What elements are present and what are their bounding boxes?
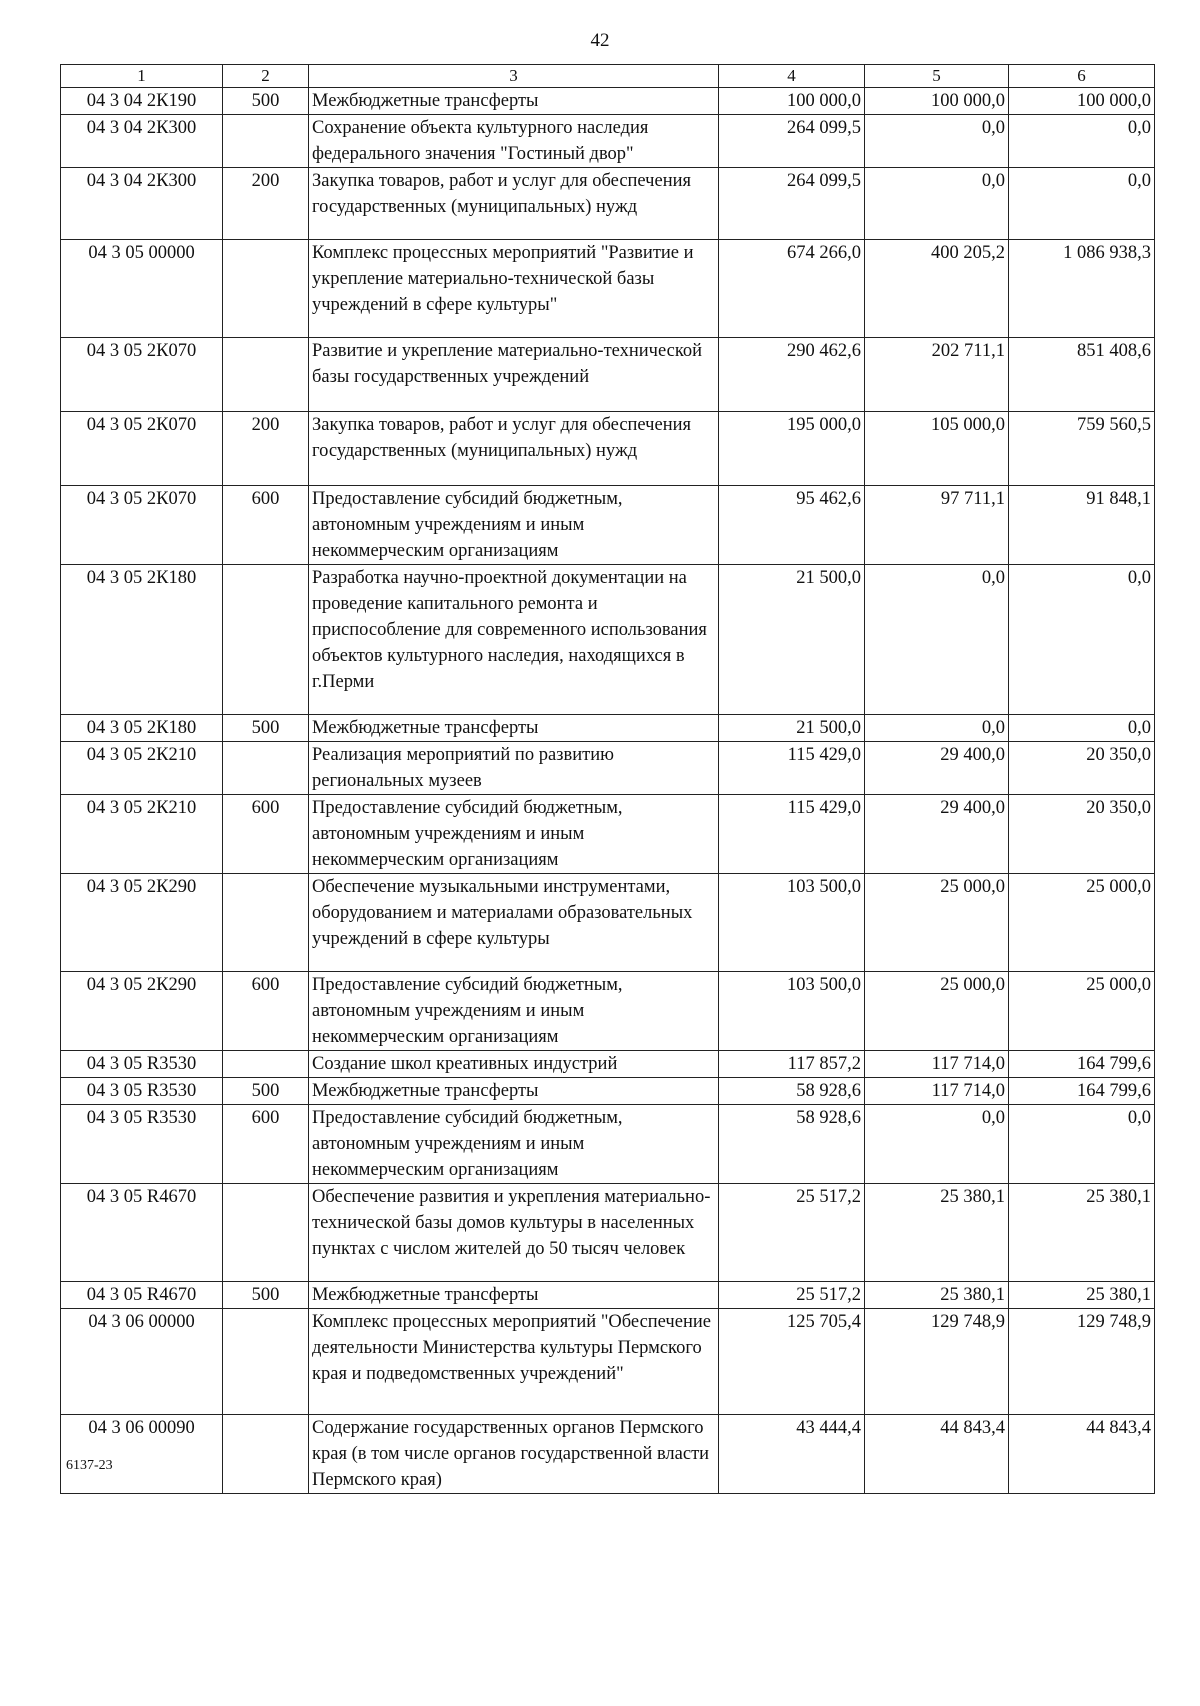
kbk-code-cell: 04 3 05 2К210	[61, 742, 223, 795]
amount-col4-cell: 674 266,0	[719, 240, 865, 338]
item-name-cell: Предоставление субсидий бюджетным, автономным учреждениям и иным некоммерческим организациям	[309, 795, 719, 874]
item-name-cell: Межбюджетные трансферты	[309, 88, 719, 115]
amount-col5-cell: 100 000,0	[865, 88, 1009, 115]
amount-col6-cell: 25 000,0	[1009, 972, 1155, 1051]
amount-col5-cell: 400 205,2	[865, 240, 1009, 338]
expense-type-cell	[223, 1415, 309, 1494]
expense-type-cell: 500	[223, 88, 309, 115]
amount-col4-cell: 103 500,0	[719, 874, 865, 972]
amount-col4-cell: 58 928,6	[719, 1105, 865, 1184]
table-row	[61, 1415, 1155, 1494]
amount-col6-cell: 91 848,1	[1009, 486, 1155, 565]
amount-col4-cell: 125 705,4	[719, 1309, 865, 1415]
table-row	[61, 88, 1155, 115]
budget-table-body	[61, 65, 1155, 1494]
kbk-code-cell: 04 3 04 2К300	[61, 168, 223, 240]
amount-col4-cell: 264 099,5	[719, 115, 865, 168]
kbk-code-cell: 04 3 05 2К290	[61, 972, 223, 1051]
table-row	[61, 1078, 1155, 1105]
amount-col4-cell: 264 099,5	[719, 168, 865, 240]
table-row	[61, 338, 1155, 412]
item-name-cell: Обеспечение музыкальными инструментами, оборудованием и материалами образовательных учреждений в сфере культуры	[309, 874, 719, 972]
expense-type-cell	[223, 565, 309, 715]
amount-col5-cell: 97 711,1	[865, 486, 1009, 565]
kbk-code-cell: 04 3 04 2К300	[61, 115, 223, 168]
expense-type-cell: 500	[223, 1078, 309, 1105]
table-row	[61, 240, 1155, 338]
amount-col4-cell: 195 000,0	[719, 412, 865, 486]
item-name-cell: Межбюджетные трансферты	[309, 715, 719, 742]
item-name-cell: Комплекс процессных мероприятий "Развитие и укрепление материально-технической базы учреждений в сфере культуры"	[309, 240, 719, 338]
amount-col5-cell: 105 000,0	[865, 412, 1009, 486]
amount-col5-cell: 117 714,0	[865, 1078, 1009, 1105]
amount-col5-cell: 25 000,0	[865, 972, 1009, 1051]
item-name-cell: Предоставление субсидий бюджетным, автономным учреждениям и иным некоммерческим организациям	[309, 1105, 719, 1184]
expense-type-cell	[223, 240, 309, 338]
kbk-code-cell: 04 3 05 R3530	[61, 1078, 223, 1105]
item-name-cell: Закупка товаров, работ и услуг для обеспечения государственных (муниципальных) нужд	[309, 168, 719, 240]
table-row	[61, 1105, 1155, 1184]
table-row	[61, 972, 1155, 1051]
table-row	[61, 486, 1155, 565]
amount-col6-cell: 0,0	[1009, 565, 1155, 715]
kbk-code-cell: 04 3 05 2К070	[61, 338, 223, 412]
item-name-cell: Обеспечение развития и укрепления материально-технической базы домов культуры в населенных пунктах с числом жителей до 50 тысяч человек	[309, 1184, 719, 1282]
amount-col6-cell: 129 748,9	[1009, 1309, 1155, 1415]
table-row	[61, 1184, 1155, 1282]
header-cell: 5	[865, 65, 1009, 88]
header-cell: 2	[223, 65, 309, 88]
kbk-code-cell: 04 3 05 2К070	[61, 412, 223, 486]
amount-col6-cell: 25 000,0	[1009, 874, 1155, 972]
item-name-cell: Закупка товаров, работ и услуг для обеспечения государственных (муниципальных) нужд	[309, 412, 719, 486]
amount-col4-cell: 95 462,6	[719, 486, 865, 565]
expense-type-cell	[223, 1051, 309, 1078]
table-row	[61, 795, 1155, 874]
table-row	[61, 715, 1155, 742]
table-row	[61, 1309, 1155, 1415]
header-cell: 3	[309, 65, 719, 88]
table-row	[61, 1282, 1155, 1309]
table-row	[61, 742, 1155, 795]
item-name-cell: Межбюджетные трансферты	[309, 1078, 719, 1105]
amount-col6-cell: 44 843,4	[1009, 1415, 1155, 1494]
amount-col6-cell: 164 799,6	[1009, 1078, 1155, 1105]
amount-col6-cell: 0,0	[1009, 115, 1155, 168]
item-name-cell: Предоставление субсидий бюджетным, автономным учреждениям и иным некоммерческим организациям	[309, 972, 719, 1051]
table-row	[61, 874, 1155, 972]
amount-col5-cell: 0,0	[865, 1105, 1009, 1184]
item-name-cell: Содержание государственных органов Пермского края (в том числе органов государственной власти Пермского края)	[309, 1415, 719, 1494]
kbk-code-cell: 04 3 05 R3530	[61, 1051, 223, 1078]
amount-col5-cell: 25 380,1	[865, 1282, 1009, 1309]
header-cell: 4	[719, 65, 865, 88]
amount-col6-cell: 0,0	[1009, 1105, 1155, 1184]
item-name-cell: Комплекс процессных мероприятий "Обеспечение деятельности Министерства культуры Пермского края и подведомственных учреждений"	[309, 1309, 719, 1415]
expense-type-cell: 200	[223, 168, 309, 240]
page-number: 42	[590, 30, 610, 51]
amount-col6-cell: 25 380,1	[1009, 1184, 1155, 1282]
amount-col6-cell: 1 086 938,3	[1009, 240, 1155, 338]
amount-col6-cell: 851 408,6	[1009, 338, 1155, 412]
amount-col6-cell: 20 350,0	[1009, 795, 1155, 874]
amount-col5-cell: 44 843,4	[865, 1415, 1009, 1494]
expense-type-cell	[223, 1309, 309, 1415]
kbk-code-cell: 04 3 05 00000	[61, 240, 223, 338]
table-row	[61, 412, 1155, 486]
table-row	[61, 115, 1155, 168]
header-cell: 1	[61, 65, 223, 88]
item-name-cell: Развитие и укрепление материально-технической базы государственных учреждений	[309, 338, 719, 412]
expense-type-cell: 200	[223, 412, 309, 486]
expense-type-cell	[223, 338, 309, 412]
table-row	[61, 1051, 1155, 1078]
amount-col5-cell: 117 714,0	[865, 1051, 1009, 1078]
amount-col5-cell: 29 400,0	[865, 742, 1009, 795]
amount-col6-cell: 0,0	[1009, 168, 1155, 240]
amount-col5-cell: 0,0	[865, 168, 1009, 240]
item-name-cell: Сохранение объекта культурного наследия федерального значения "Гостиный двор"	[309, 115, 719, 168]
amount-col5-cell: 0,0	[865, 565, 1009, 715]
document-code: 6137-23	[66, 1458, 113, 1473]
kbk-code-cell: 04 3 05 2К180	[61, 715, 223, 742]
expense-type-cell: 500	[223, 715, 309, 742]
item-name-cell: Реализация мероприятий по развитию региональных музеев	[309, 742, 719, 795]
amount-col4-cell: 100 000,0	[719, 88, 865, 115]
amount-col4-cell: 103 500,0	[719, 972, 865, 1051]
expense-type-cell: 600	[223, 972, 309, 1051]
item-name-cell: Создание школ креативных индустрий	[309, 1051, 719, 1078]
kbk-code-cell: 04 3 05 2К290	[61, 874, 223, 972]
amount-col6-cell: 20 350,0	[1009, 742, 1155, 795]
table-row	[61, 565, 1155, 715]
kbk-code-cell: 04 3 05 R4670	[61, 1184, 223, 1282]
amount-col5-cell: 129 748,9	[865, 1309, 1009, 1415]
amount-col6-cell: 25 380,1	[1009, 1282, 1155, 1309]
amount-col6-cell: 100 000,0	[1009, 88, 1155, 115]
expense-type-cell	[223, 115, 309, 168]
header-cell: 6	[1009, 65, 1155, 88]
kbk-code-cell: 04 3 04 2К190	[61, 88, 223, 115]
amount-col5-cell: 25 380,1	[865, 1184, 1009, 1282]
item-name-cell: Разработка научно-проектной документации на проведение капитального ремонта и приспособление для современного использования объектов культурного наследия, находящихся в г.Перми	[309, 565, 719, 715]
kbk-code-cell: 04 3 05 2К210	[61, 795, 223, 874]
budget-table	[60, 64, 1155, 1494]
amount-col4-cell: 43 444,4	[719, 1415, 865, 1494]
amount-col4-cell: 58 928,6	[719, 1078, 865, 1105]
kbk-code-cell: 04 3 05 2К180	[61, 565, 223, 715]
amount-col6-cell: 164 799,6	[1009, 1051, 1155, 1078]
amount-col5-cell: 25 000,0	[865, 874, 1009, 972]
item-name-cell: Предоставление субсидий бюджетным, автономным учреждениям и иным некоммерческим организациям	[309, 486, 719, 565]
header-row	[61, 65, 1155, 88]
amount-col4-cell: 21 500,0	[719, 715, 865, 742]
kbk-code-cell: 04 3 05 R3530	[61, 1105, 223, 1184]
amount-col6-cell: 0,0	[1009, 715, 1155, 742]
amount-col6-cell: 759 560,5	[1009, 412, 1155, 486]
expense-type-cell	[223, 742, 309, 795]
amount-col4-cell: 25 517,2	[719, 1282, 865, 1309]
item-name-cell: Межбюджетные трансферты	[309, 1282, 719, 1309]
amount-col4-cell: 25 517,2	[719, 1184, 865, 1282]
expense-type-cell: 600	[223, 795, 309, 874]
expense-type-cell	[223, 874, 309, 972]
amount-col4-cell: 115 429,0	[719, 742, 865, 795]
amount-col4-cell: 115 429,0	[719, 795, 865, 874]
expense-type-cell	[223, 1184, 309, 1282]
kbk-code-cell: 04 3 05 2К070	[61, 486, 223, 565]
expense-type-cell: 600	[223, 1105, 309, 1184]
amount-col5-cell: 202 711,1	[865, 338, 1009, 412]
expense-type-cell: 500	[223, 1282, 309, 1309]
table-row	[61, 168, 1155, 240]
kbk-code-cell: 04 3 05 R4670	[61, 1282, 223, 1309]
amount-col4-cell: 21 500,0	[719, 565, 865, 715]
amount-col4-cell: 117 857,2	[719, 1051, 865, 1078]
amount-col4-cell: 290 462,6	[719, 338, 865, 412]
amount-col5-cell: 0,0	[865, 715, 1009, 742]
expense-type-cell: 600	[223, 486, 309, 565]
amount-col5-cell: 29 400,0	[865, 795, 1009, 874]
amount-col5-cell: 0,0	[865, 115, 1009, 168]
kbk-code-cell: 04 3 06 00090	[61, 1415, 223, 1494]
kbk-code-cell: 04 3 06 00000	[61, 1309, 223, 1415]
